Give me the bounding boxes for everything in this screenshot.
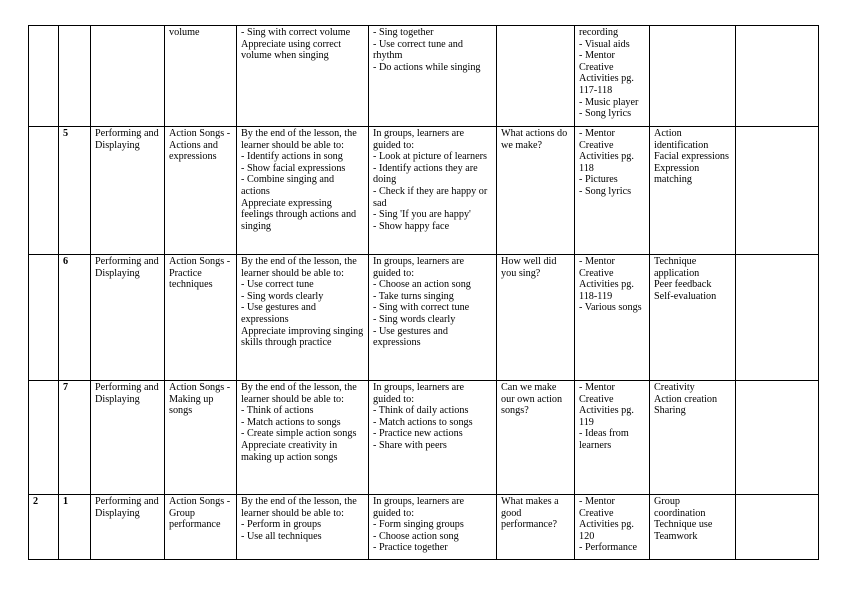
remarks-cell	[736, 255, 819, 381]
lesson-cell: 1	[59, 495, 91, 560]
cell-line: - Ideas from learners	[579, 428, 629, 451]
cell-line: - Form singing groups	[373, 519, 464, 531]
cell-line: What makes a good performance?	[501, 496, 559, 531]
cell-line: - Take turns singing	[373, 290, 454, 302]
cell-line: - Use gestures and expressions	[373, 325, 448, 349]
lesson-cell: 7	[59, 381, 91, 495]
cell-line: Can we make our own action songs?	[501, 382, 563, 417]
cell-line: - Practice new actions	[373, 428, 463, 440]
cell-line: Performing and Displaying	[95, 256, 159, 279]
cell-line: - Mentor Creative Activities pg. 120	[579, 496, 634, 542]
cell-line: Action Songs - Group performance	[169, 496, 231, 531]
assessment-cell	[650, 26, 736, 127]
cell-line: - Use all techniques	[241, 530, 322, 542]
cell-line: Performing and Displaying	[95, 128, 159, 151]
learning-experiences-cell	[369, 26, 497, 127]
cell-line: Technique use	[654, 519, 713, 531]
cell-line: - Sing with correct volume	[241, 27, 351, 38]
cell-line: - Song lyrics	[579, 108, 632, 120]
sub-strand-cell	[165, 255, 237, 381]
sub-strand-cell	[165, 381, 237, 495]
cell-line: - Choose action song	[373, 530, 459, 542]
assessment-cell	[650, 495, 736, 560]
cell-line: - Use correct tune	[241, 279, 314, 291]
week-cell	[29, 255, 59, 381]
cell-line: - Think of actions	[241, 405, 314, 417]
cell-line: - Various songs	[579, 302, 642, 314]
cell-line: - Performance	[579, 542, 637, 554]
learning-resources-cell	[575, 381, 650, 495]
cell-line: - Sing words clearly	[241, 290, 324, 302]
cell-line: Peer feedback	[654, 279, 712, 291]
cell-line: - Music player	[579, 96, 639, 108]
cell-line: - Match actions to songs	[373, 416, 473, 428]
key-inquiry-question-cell	[497, 127, 575, 255]
cell-line: Performing and Displaying	[95, 496, 159, 519]
cell-line: Creativity	[654, 382, 695, 393]
cell-line: How well did you sing?	[501, 256, 557, 279]
cell-line: - Sing words clearly	[373, 313, 456, 325]
table-row	[29, 26, 819, 127]
lesson-cell: 5	[59, 127, 91, 255]
key-inquiry-question-cell	[497, 495, 575, 560]
table-row	[29, 127, 819, 255]
cell-line: - Song lyrics	[579, 185, 632, 197]
cell-line: - Mentor Creative Activities pg. 119	[579, 382, 634, 428]
cell-line: - Pictures	[579, 174, 618, 186]
key-inquiry-question-cell	[497, 255, 575, 381]
cell-line: By the end of the lesson, the learner should be able to:	[241, 128, 357, 151]
cell-line: In groups, learners are guided to:	[373, 496, 465, 519]
cell-line: - Create simple action songs	[241, 428, 357, 440]
cell-line: By the end of the lesson, the learner should be able to:	[241, 382, 357, 405]
learning-outcomes-cell	[237, 495, 369, 560]
sub-strand-cell	[165, 495, 237, 560]
cell-line: - Sing together	[373, 27, 434, 38]
key-inquiry-question-cell	[497, 381, 575, 495]
cell-line: Action creation	[654, 393, 718, 405]
strand-cell	[91, 127, 165, 255]
cell-line: Technique application	[654, 256, 700, 279]
cell-line: - Look at picture of learners	[373, 151, 487, 163]
cell-line: By the end of the lesson, the learner should be able to:	[241, 256, 357, 279]
assessment-cell	[650, 127, 736, 255]
key-inquiry-question-cell	[497, 26, 575, 127]
cell-line: By the end of the lesson, the learner should be able to:	[241, 496, 357, 519]
remarks-cell	[736, 495, 819, 560]
sub-strand-cell	[165, 26, 237, 127]
learning-experiences-cell	[369, 127, 497, 255]
scheme-of-work-table	[28, 25, 819, 560]
cell-line: Action Songs - Actions and expressions	[169, 128, 231, 163]
week-cell	[29, 26, 59, 127]
cell-line: - Identify actions in song	[241, 151, 343, 163]
learning-experiences-cell	[369, 381, 497, 495]
table-row	[29, 381, 819, 495]
cell-line: - Match actions to songs	[241, 416, 341, 428]
sub-strand-cell	[165, 127, 237, 255]
week-cell	[29, 127, 59, 255]
cell-line: Self-evaluation	[654, 290, 717, 302]
cell-line: - Use correct tune and rhythm	[373, 38, 463, 62]
strand-cell	[91, 255, 165, 381]
cell-line: volume	[169, 27, 200, 38]
cell-line: - Mentor Creative Activities pg. 118	[579, 128, 634, 174]
learning-experiences-cell	[369, 495, 497, 560]
learning-outcomes-cell	[237, 26, 369, 127]
strand-cell	[91, 26, 165, 127]
cell-line: - Mentor Creative Activities pg. 117-118	[579, 50, 634, 96]
cell-line: Action Songs - Making up songs	[169, 382, 231, 417]
cell-line: In groups, learners are guided to:	[373, 382, 465, 405]
assessment-cell	[650, 381, 736, 495]
cell-line: - Choose an action song	[373, 279, 471, 291]
cell-line: Sharing	[654, 405, 686, 417]
cell-line: - Do actions while singing	[373, 61, 481, 73]
week-cell	[29, 381, 59, 495]
learning-resources-cell	[575, 127, 650, 255]
learning-resources-cell	[575, 26, 650, 127]
learning-outcomes-cell	[237, 127, 369, 255]
cell-line: - Combine singing and actions	[241, 174, 335, 197]
cell-line: - Sing with correct tune	[373, 302, 470, 314]
remarks-cell	[736, 127, 819, 255]
table-row	[29, 495, 819, 560]
learning-experiences-cell	[369, 255, 497, 381]
cell-line: Expression matching	[654, 162, 700, 186]
cell-line: In groups, learners are guided to:	[373, 256, 465, 279]
assessment-cell	[650, 255, 736, 381]
cell-line: Appreciate creativity in making up action songs	[241, 439, 338, 463]
cell-line: - Sing 'If you are happy'	[373, 209, 471, 221]
cell-line: - Share with peers	[373, 439, 447, 451]
remarks-cell	[736, 381, 819, 495]
cell-line: - Perform in groups	[241, 519, 322, 531]
lesson-cell	[59, 26, 91, 127]
cell-line: - Think of daily actions	[373, 405, 469, 417]
lesson-cell: 6	[59, 255, 91, 381]
week-cell: 2	[29, 495, 59, 560]
cell-line: Appreciate using correct volume when singing	[241, 38, 342, 62]
cell-line: Facial expressions	[654, 151, 729, 163]
learning-outcomes-cell	[237, 255, 369, 381]
cell-line: Action Songs - Practice techniques	[169, 256, 231, 291]
cell-line: Appreciate expressing feelings through actions and singing	[241, 197, 357, 232]
cell-line: Action identification	[654, 128, 709, 151]
cell-line: What actions do we make?	[501, 128, 568, 151]
cell-line: Teamwork	[654, 530, 698, 542]
cell-line: Group coordination	[654, 496, 706, 519]
cell-line: In groups, learners are guided to:	[373, 128, 465, 151]
cell-line: Appreciate improving singing skills through practice	[241, 325, 364, 349]
learning-outcomes-cell	[237, 381, 369, 495]
cell-line: - Identify actions they are doing	[373, 162, 478, 186]
cell-line: - Practice together	[373, 542, 448, 554]
learning-resources-cell	[575, 495, 650, 560]
remarks-cell	[736, 26, 819, 127]
cell-line: recording	[579, 27, 619, 38]
cell-line: - Show facial expressions	[241, 162, 346, 174]
cell-line: - Mentor Creative Activities pg. 118-119	[579, 256, 634, 302]
table-row	[29, 255, 819, 381]
cell-line: - Use gestures and expressions	[241, 302, 316, 325]
strand-cell	[91, 381, 165, 495]
cell-line: - Visual aids	[579, 38, 630, 50]
cell-line: - Check if they are happy or sad	[373, 185, 488, 209]
cell-line: Performing and Displaying	[95, 382, 159, 405]
learning-resources-cell	[575, 255, 650, 381]
strand-cell	[91, 495, 165, 560]
cell-line: - Show happy face	[373, 220, 450, 232]
table-body	[29, 26, 819, 560]
